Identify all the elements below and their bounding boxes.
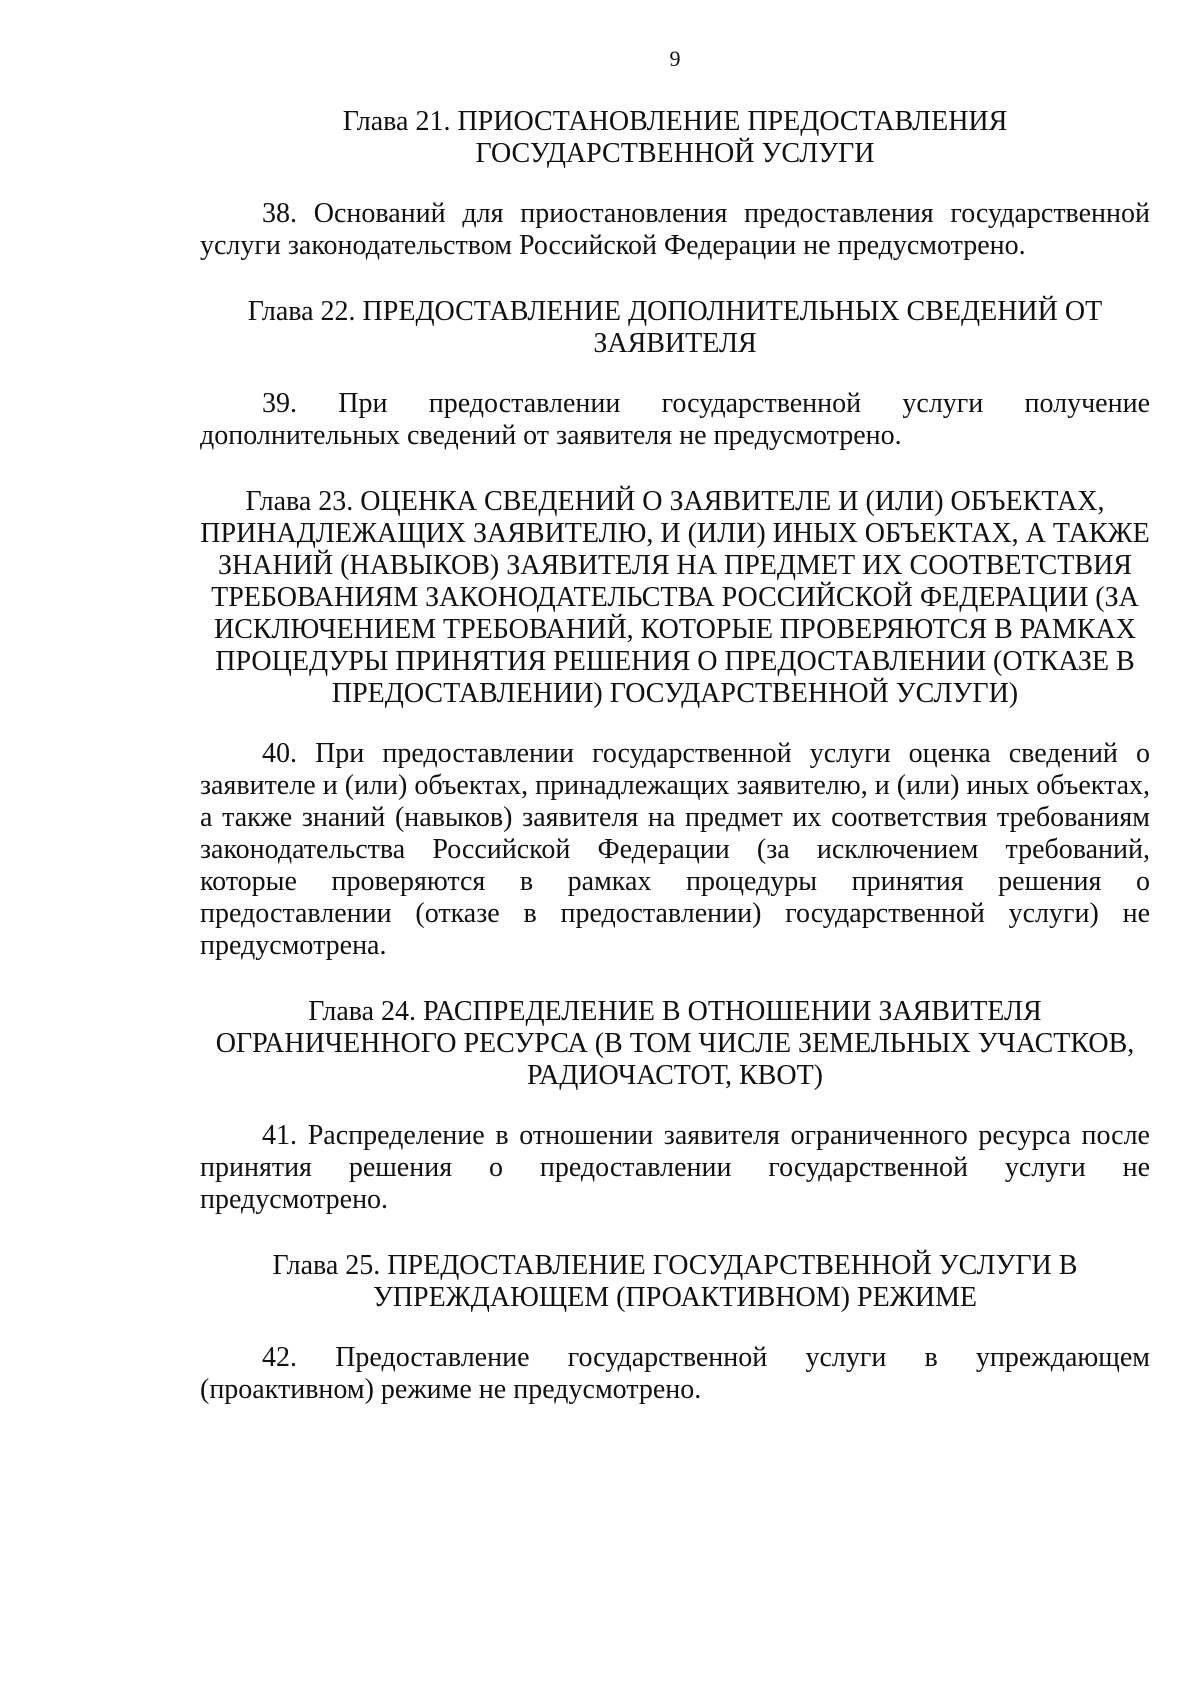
document-content [200,106,1150,1440]
chapter-heading-22: Глава 22. ПРЕДОСТАВЛЕНИЕ ДОПОЛНИТЕЛЬНЫХ СВЕДЕНИЙ ОТ ЗАЯВИТЕЛЯ [247,296,1103,359]
chapter-heading-23: Глава 23. ОЦЕНКА СВЕДЕНИЙ О ЗАЯВИТЕЛЕ И (ИЛИ) ОБЪЕКТАХ, ПРИНАДЛЕЖАЩИХ ЗАЯВИТЕЛЮ, И (ИЛИ) ИНЫХ ОБЪЕКТАХ, А ТАКЖЕ ЗНАНИЙ (НАВЫКОВ) ЗАЯВИТЕЛЯ НА ПРЕДМЕТ ИХ СООТВЕТСТВИЯ ТРЕБОВАНИЯМ ЗАКОНОДАТЕЛЬСТВА РОССИЙСКОЙ ФЕДЕРАЦИИ (ЗА ИСКЛЮЧЕНИЕМ ТРЕБОВАНИЙ, КОТОРЫЕ ПРОВЕРЯЮТСЯ В РАМКАХ ПРОЦЕДУРЫ ПРИНЯТИЯ РЕШЕНИЯ О ПРЕДОСТАВЛЕНИИ (ОТКАЗЕ В ПРЕДОСТАВЛЕНИИ) ГОСУДАРСТВЕННОЙ УСЛУГИ) [200,486,1150,709]
paragraph-38: 38. Оснований для приостановления предоставления государственной услуги законодательством Российской Федерации не предусмотрено. [200,198,1150,261]
chapter-heading-21: Глава 21. ПРИОСТАНОВЛЕНИЕ ПРЕДОСТАВЛЕНИЯ ГОСУДАРСТВЕННОЙ УСЛУГИ [342,106,1008,169]
paragraph-39: 39. При предоставлении государственной услуги получение дополнительных сведений от заявителя не предусмотрено. [200,388,1150,451]
chapter-heading-25: Глава 25. ПРЕДОСТАВЛЕНИЕ ГОСУДАРСТВЕННОЙ УСЛУГИ В УПРЕЖДАЮЩЕМ (ПРОАКТИВНОМ) РЕЖИМЕ [272,1250,1078,1313]
page-number: 9 [669,46,681,71]
paragraph-40: 40. При предоставлении государственной услуги оценка сведений о заявителе и (или) объектах, принадлежащих заявителю, и (или) иных объектах, а также знаний (навыков) заявителя на предмет их соответствия требованиям законодательства Российской Федерации (за исключением требований, которые проверяются в рамках процедуры принятия решения о предоставлении (отказе в предоставлении) государственной услуги) не предусмотрена. [200,738,1150,961]
paragraph-41: 41. Распределение в отношении заявителя ограниченного ресурса после принятия решения о предоставлении государственной услуги не предусмотрено. [200,1120,1150,1215]
chapter-heading-24: Глава 24. РАСПРЕДЕЛЕНИЕ В ОТНОШЕНИИ ЗАЯВИТЕЛЯ ОГРАНИЧЕННОГО РЕСУРСА (В ТОМ ЧИСЛЕ ЗЕМЕЛЬНЫХ УЧАСТКОВ, РАДИОЧАСТОТ, КВОТ) [215,996,1135,1091]
document-page [200,0,1150,1694]
paragraph-42: 42. Предоставление государственной услуги в упреждающем (проактивном) режиме не предусмотрено. [200,1342,1150,1405]
